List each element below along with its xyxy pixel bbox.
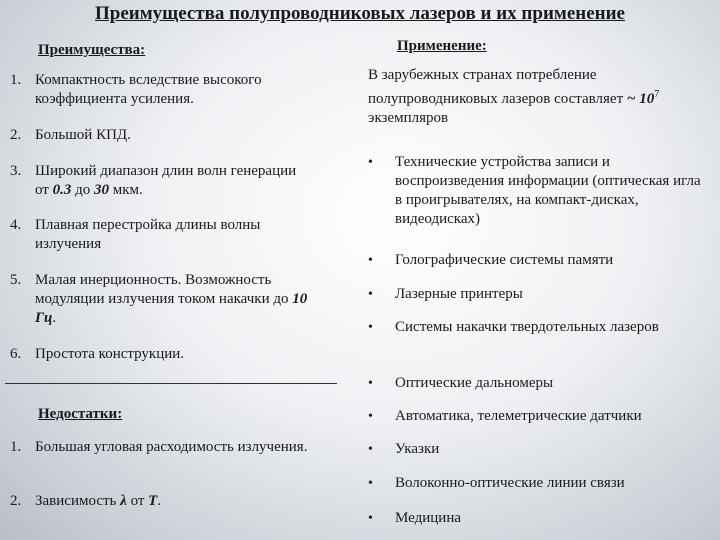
item-text: Широкий диапазон длин волн генерации от 0.3 до 30 мкм.	[35, 163, 297, 198]
section-divider	[5, 383, 337, 384]
bullet-icon: •	[368, 442, 373, 457]
application-item	[368, 509, 703, 528]
advantage-item	[10, 216, 320, 254]
application-item	[368, 318, 678, 337]
item-text: Большая угловая расходимость излучения.	[35, 439, 308, 455]
symbol-temperature: T	[148, 493, 158, 509]
advantage-item	[10, 271, 330, 328]
advantage-item	[10, 345, 330, 364]
item-text: Автоматика, телеметрические датчики	[395, 408, 642, 424]
advantage-item	[10, 162, 310, 200]
bullet-icon: •	[368, 253, 373, 268]
item-number: 5.	[10, 272, 22, 288]
item-number: 1.	[10, 439, 22, 455]
application-item	[368, 407, 713, 426]
emphasis-value: 0.3	[52, 182, 72, 198]
disadvantage-item	[10, 492, 310, 511]
item-number: 6.	[10, 346, 22, 362]
item-text: Компактность вследствие высокого коэффициента усиления.	[35, 72, 262, 107]
item-text: Указки	[395, 441, 440, 457]
bullet-icon: •	[368, 287, 373, 302]
bullet-icon: •	[368, 320, 373, 335]
bullet-icon: •	[368, 155, 373, 170]
advantage-item	[10, 71, 330, 109]
item-text: Системы накачки твердотельных лазеров	[395, 319, 659, 335]
item-text: Волоконно-оптические линии связи	[395, 475, 625, 491]
item-text: Зависимость λ от T.	[35, 493, 162, 509]
item-text: Лазерные принтеры	[395, 286, 523, 302]
disadvantage-item	[10, 438, 310, 457]
item-number: 2.	[10, 127, 22, 143]
application-item	[368, 153, 703, 229]
page-title: Преимущества полупроводниковых лазеров и их применение	[95, 3, 625, 24]
application-item	[368, 374, 703, 393]
advantages-heading: Преимущества:	[38, 42, 146, 58]
application-item	[368, 251, 703, 270]
application-item	[368, 285, 703, 304]
applications-heading: Применение:	[397, 38, 487, 54]
item-number: 2.	[10, 493, 22, 509]
item-text: Голографические системы памяти	[395, 252, 614, 268]
bullet-icon: •	[368, 476, 373, 491]
emphasis-value: 10 Гц	[35, 291, 308, 326]
item-text: Медицина	[395, 510, 461, 526]
item-text: Простота конструкции.	[35, 346, 185, 362]
symbol-lambda: λ	[120, 493, 127, 509]
item-text: Оптические дальномеры	[395, 375, 554, 391]
application-item	[368, 474, 703, 493]
bullet-icon: •	[368, 409, 373, 424]
item-text: Технические устройства записи и воспроизведения информации (оптическая игла в проигрывателях, на компакт-дисках, видеодисках)	[395, 154, 701, 227]
item-text: Малая инерционность. Возможность модуляции излучения током накачки до 10 Гц.	[35, 272, 308, 326]
item-text: Плавная перестройка длины волны излучения	[35, 217, 261, 252]
disadvantages-heading: Недостатки:	[38, 406, 123, 422]
bullet-icon: •	[368, 376, 373, 391]
emphasis-value: 30	[94, 182, 109, 198]
application-item	[368, 440, 703, 459]
item-number: 3.	[10, 163, 22, 179]
item-number: 4.	[10, 217, 22, 233]
item-number: 1.	[10, 72, 22, 88]
applications-intro: В зарубежных странах потребление полупроводниковых лазеров составляет ~ $10^7$ экземпляров	[368, 67, 660, 126]
bullet-icon: •	[368, 511, 373, 526]
advantage-item	[10, 126, 330, 145]
item-text: Большой КПД.	[35, 127, 131, 143]
